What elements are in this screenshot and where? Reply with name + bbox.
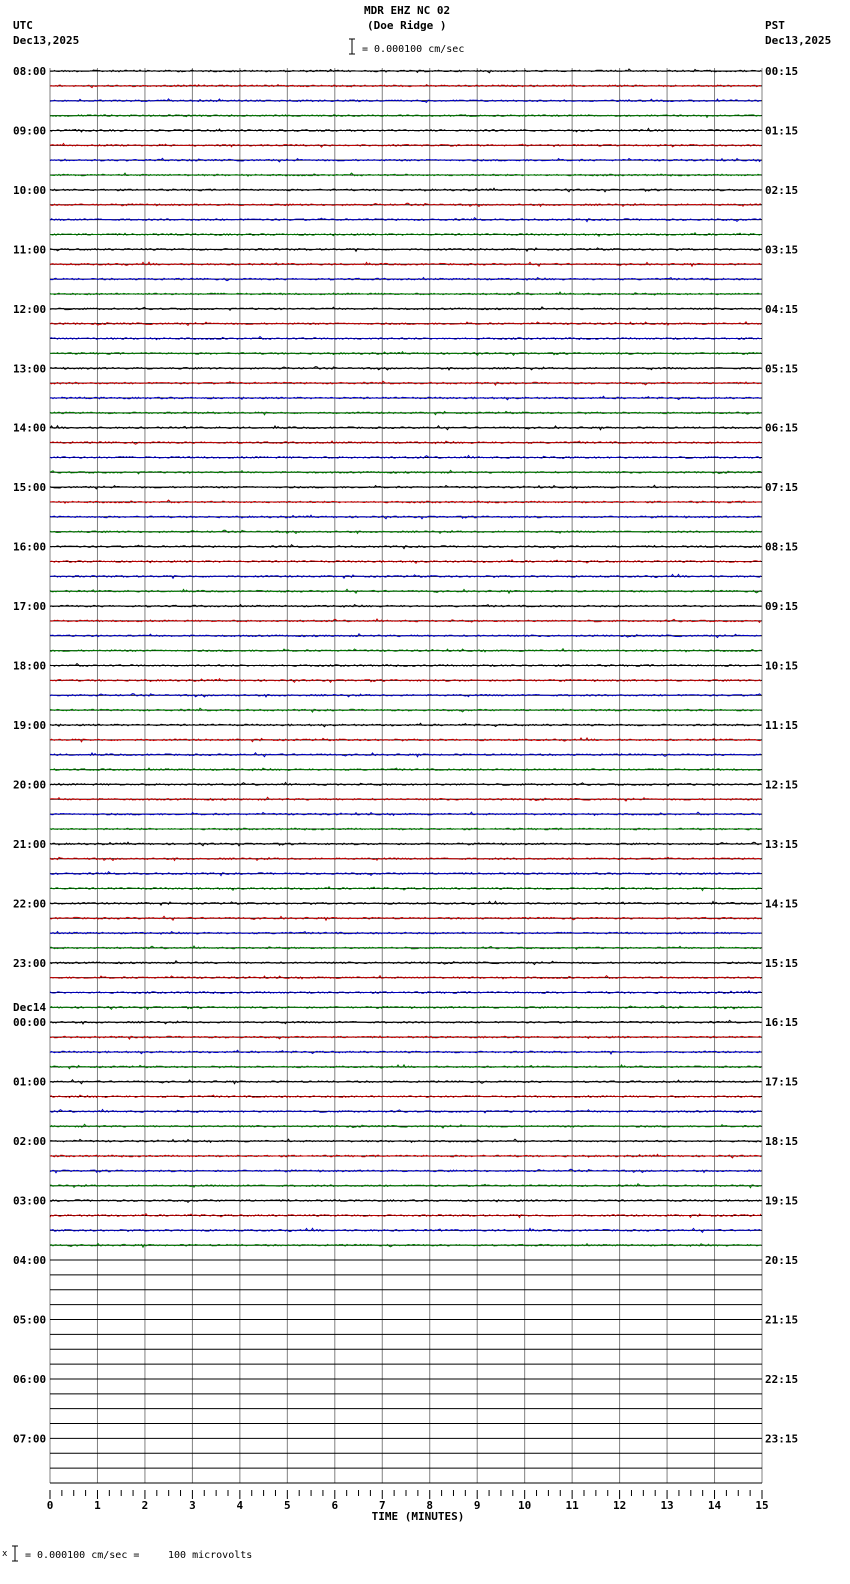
trace-signal <box>50 158 761 162</box>
utc-hour-label: 00:00 <box>13 1016 47 1030</box>
pst-hour-label: 15:15 <box>765 956 799 970</box>
x-tick-label: 13 <box>660 1499 674 1512</box>
utc-hour-label: 03:00 <box>13 1194 47 1208</box>
right-date: Dec13,2025 <box>765 34 832 47</box>
pst-hour-label: 00:15 <box>765 65 799 78</box>
utc-hour-label: 18:00 <box>13 659 47 673</box>
site-name: (Doe Ridge ) <box>367 19 447 32</box>
trace-signal <box>50 961 761 965</box>
trace-signal <box>50 1200 761 1203</box>
x-tick-label: 5 <box>284 1499 291 1512</box>
utc-hour-label: 19:00 <box>13 718 47 732</box>
footer-volts-text: 100 microvolts <box>168 1550 253 1561</box>
utc-hour-label: 08:00 <box>13 65 47 78</box>
trace-signal <box>50 1244 761 1248</box>
x-tick-label: 9 <box>473 1499 481 1512</box>
x-tick-label: 6 <box>331 1499 339 1512</box>
trace-signal <box>50 218 761 222</box>
x-tick-label: 4 <box>236 1499 244 1512</box>
trace-signal <box>50 605 761 608</box>
trace-signal <box>50 649 761 652</box>
pst-hour-label: 11:15 <box>765 718 799 732</box>
pst-hour-label: 04:15 <box>765 302 799 316</box>
x-tick-label: 12 <box>612 1499 627 1512</box>
pst-hour-label: 06:15 <box>765 421 799 435</box>
pst-hour-label: 07:15 <box>765 481 799 495</box>
pst-hour-label: 13:15 <box>765 837 799 851</box>
trace-signal <box>50 1020 761 1024</box>
trace-signal <box>50 515 761 519</box>
x-tick-label: 1 <box>94 1499 101 1512</box>
x-tick-label: 11 <box>565 1499 579 1512</box>
trace-signal <box>50 69 761 73</box>
trace-signal <box>50 738 761 742</box>
date-change-label: Dec14 <box>13 1001 47 1015</box>
x-tick-label: 10 <box>518 1499 532 1512</box>
utc-hour-label: 01:00 <box>13 1075 47 1089</box>
utc-hour-label: 12:00 <box>13 302 47 316</box>
pst-hour-label: 01:15 <box>765 124 799 138</box>
trace-signal <box>50 574 761 578</box>
pst-hour-label: 03:15 <box>765 243 799 257</box>
pst-hour-label: 02:15 <box>765 183 799 197</box>
utc-hour-label: 10:00 <box>13 183 47 197</box>
footer-prefix: x <box>2 1549 8 1559</box>
pst-hour-label: 10:15 <box>765 659 799 673</box>
utc-hour-label: 06:00 <box>13 1372 47 1386</box>
pst-hour-label: 12:15 <box>765 778 799 792</box>
utc-hour-label: 23:00 <box>13 956 47 970</box>
pst-hour-label: 08:15 <box>765 540 799 554</box>
trace-signal <box>50 530 761 533</box>
trace-signal <box>50 901 761 905</box>
trace-signal <box>50 619 761 622</box>
x-tick-label: 2 <box>141 1499 149 1512</box>
utc-hour-label: 05:00 <box>13 1313 47 1327</box>
utc-hour-label: 20:00 <box>13 778 47 792</box>
scale-text: = 0.000100 cm/sec <box>362 44 465 55</box>
pst-hour-label: 18:15 <box>765 1135 799 1149</box>
x-tick-label: 7 <box>378 1499 386 1512</box>
trace-signal <box>50 560 761 564</box>
pst-hour-label: 14:15 <box>765 897 799 911</box>
trace-signal <box>50 916 761 920</box>
trace-signal <box>50 441 761 444</box>
right-timezone: PST <box>765 19 785 32</box>
pst-hour-label: 21:15 <box>765 1313 799 1327</box>
x-tick-label: 8 <box>426 1499 434 1512</box>
trace-signal <box>50 1228 761 1232</box>
trace-signal <box>50 278 761 281</box>
utc-hour-label: 22:00 <box>13 897 47 911</box>
utc-hour-label: 13:00 <box>13 362 47 376</box>
trace-signal <box>50 1214 761 1218</box>
x-tick-label: 3 <box>189 1499 196 1512</box>
utc-hour-label: 14:00 <box>13 421 47 435</box>
footer-scale-text: = 0.000100 cm/sec = <box>25 1550 140 1561</box>
pst-hour-label: 20:15 <box>765 1254 799 1268</box>
trace-signal <box>50 679 761 683</box>
trace-signal <box>50 1169 761 1173</box>
trace-signal <box>50 470 761 473</box>
station-title: MDR EHZ NC 02 <box>364 4 451 17</box>
x-tick-label: 14 <box>707 1499 722 1512</box>
utc-hour-label: 21:00 <box>13 837 47 851</box>
x-tick-label: 0 <box>46 1499 54 1512</box>
trace-signal <box>50 307 761 310</box>
utc-hour-label: 11:00 <box>13 243 47 257</box>
pst-hour-label: 22:15 <box>765 1372 799 1386</box>
trace-signal <box>50 634 761 638</box>
left-timezone: UTC <box>13 19 33 32</box>
trace-signal <box>50 411 761 414</box>
pst-hour-label: 17:15 <box>765 1075 799 1089</box>
utc-hour-label: 04:00 <box>13 1254 47 1268</box>
utc-hour-label: 02:00 <box>13 1135 47 1149</box>
utc-hour-label: 09:00 <box>13 124 47 138</box>
trace-signal <box>50 85 761 88</box>
trace-signal <box>50 1080 761 1084</box>
utc-hour-label: 17:00 <box>13 600 47 614</box>
utc-hour-label: 07:00 <box>13 1432 47 1446</box>
pst-hour-label: 23:15 <box>765 1432 799 1446</box>
trace-signal <box>50 589 761 593</box>
trace-signal <box>50 946 761 949</box>
utc-hour-label: 15:00 <box>13 481 47 495</box>
left-date: Dec13,2025 <box>13 34 80 47</box>
utc-hour-label: 16:00 <box>13 540 47 554</box>
pst-hour-label: 19:15 <box>765 1194 799 1208</box>
pst-hour-label: 09:15 <box>765 600 799 614</box>
footer-scale-bar-icon <box>11 1545 19 1562</box>
x-tick-label: 15 <box>755 1499 769 1512</box>
trace-signal <box>50 828 761 830</box>
pst-hour-label: 05:15 <box>765 362 799 376</box>
pst-hour-label: 16:15 <box>765 1016 799 1030</box>
trace-signal <box>50 768 761 771</box>
x-axis-label: TIME (MINUTES) <box>371 1510 465 1523</box>
trace-signal <box>50 426 761 430</box>
